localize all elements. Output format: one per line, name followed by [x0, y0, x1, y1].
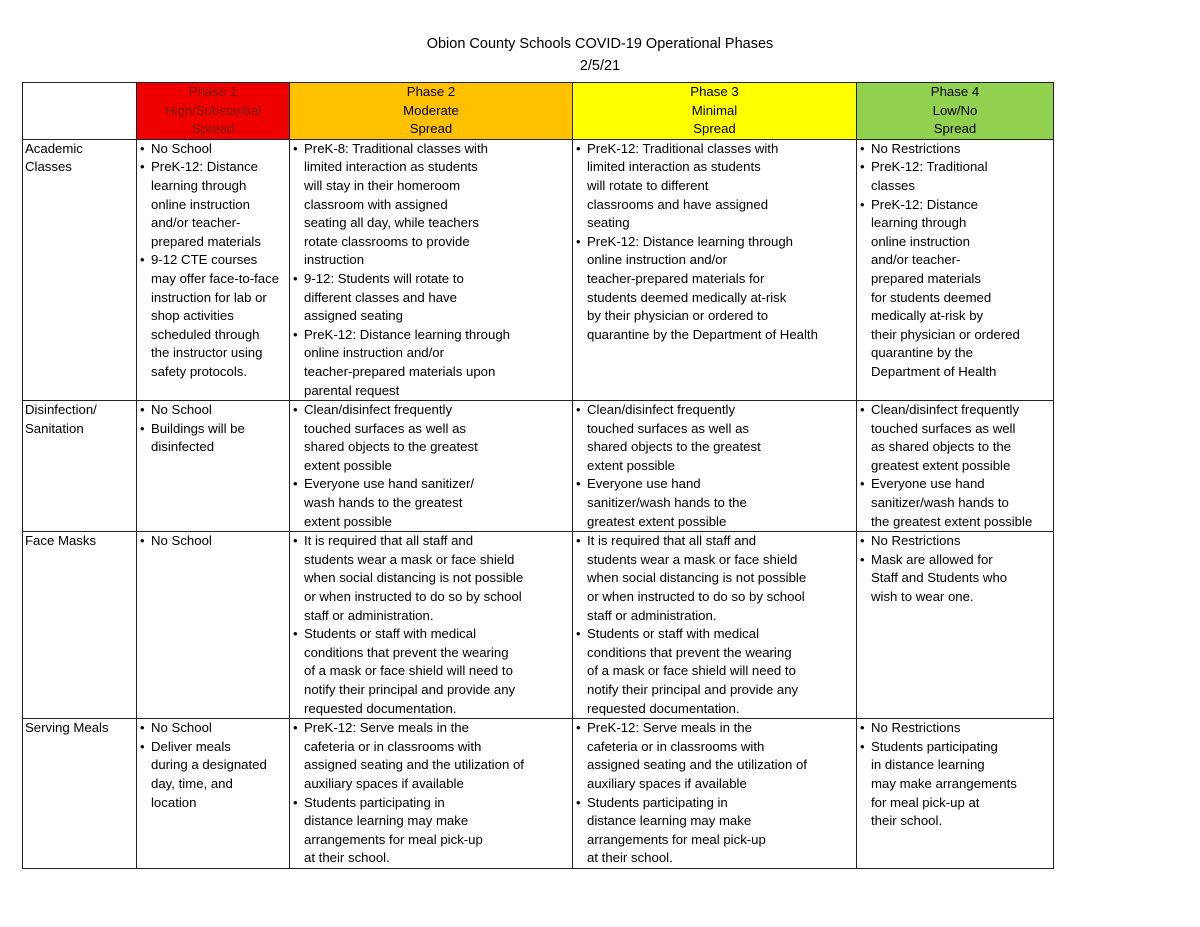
bullet-text-line: requested documentation. — [587, 700, 740, 716]
bullet-text-line: • Clean/disinfect frequently — [871, 402, 1020, 418]
bullet-item — [139, 420, 289, 457]
bullet-text-line: shared objects to the greatest — [304, 439, 478, 455]
bullet-text-line: online instruction — [151, 196, 250, 212]
phase-header-line: Spread — [693, 121, 736, 137]
phase-3-cell — [573, 719, 857, 869]
bullet-text-line: may make arrangements — [871, 775, 1017, 791]
bullet-text-line: • 9-12 CTE courses — [151, 252, 258, 268]
row-label-line: Disinfection/ — [25, 402, 97, 418]
bullet-item — [292, 326, 572, 400]
bullet-list — [292, 140, 572, 400]
bullet-text-line: • PreK-12: Serve meals in the — [304, 720, 469, 736]
bullet-text-line: quarantine by the Department of Health — [587, 326, 818, 342]
bullet-text-line: for students deemed — [871, 289, 992, 305]
bullet-item — [292, 794, 572, 868]
bullet-text-line: greatest extent possible — [871, 457, 1011, 473]
bullet-text-line: instruction for lab or — [151, 289, 267, 305]
bullet-list — [859, 401, 1053, 531]
bullet-text-line: at their school. — [587, 850, 673, 866]
row-label — [23, 401, 137, 532]
bullet-text-line: prepared materials — [871, 270, 981, 286]
bullet-item — [292, 532, 572, 625]
bullet-text-line: • Students or staff with medical — [587, 626, 760, 642]
bullet-item — [859, 140, 1053, 159]
bullet-list — [859, 532, 1053, 606]
operational-phases-table — [22, 82, 1054, 869]
bullet-text-line: • PreK-12: Distance — [151, 159, 259, 175]
header-row — [23, 83, 1054, 140]
bullet-text-line: greatest extent possible — [587, 513, 727, 529]
bullet-text-line: notify their principal and provide any — [587, 682, 799, 697]
bullet-text-line: • PreK-12: Traditional classes with — [587, 140, 779, 156]
bullet-text-line: limited interaction as students — [304, 159, 478, 175]
row-label — [23, 532, 137, 719]
bullet-text-line: classrooms and have assigned — [587, 196, 769, 212]
bullet-text-line: • No School — [151, 140, 212, 156]
bullet-text-line: teacher-prepared materials upon — [304, 363, 496, 379]
bullet-text-line: • PreK-8: Traditional classes with — [304, 140, 488, 156]
row-label-line: Sanitation — [25, 420, 84, 436]
bullet-item — [575, 233, 856, 345]
bullet-text-line: will rotate to different — [587, 177, 709, 193]
phase-header-line: Spread — [409, 121, 453, 137]
document-title: Obion County Schools COVID-19 Operational Phases — [426, 36, 774, 52]
bullet-item — [139, 738, 289, 812]
bullet-text-line: • No School — [151, 720, 212, 736]
bullet-text-line: prepared materials — [151, 233, 261, 249]
bullet-text-line: in distance learning — [871, 757, 985, 773]
bullet-item — [575, 625, 856, 718]
bullet-text-line: at their school. — [304, 850, 390, 866]
bullet-text-line: parental request — [304, 382, 400, 398]
bullet-item — [139, 158, 289, 251]
bullet-text-line: • No School — [151, 402, 212, 418]
bullet-text-line: and/or teacher- — [151, 215, 241, 231]
bullet-item — [859, 738, 1053, 831]
bullet-text-line: their physician or ordered — [871, 326, 1020, 342]
row-label-line: Academic — [25, 140, 83, 156]
bullet-item — [859, 551, 1053, 607]
bullet-text-line: shop activities — [151, 308, 234, 324]
bullet-text-line: when social distancing is not possible — [587, 570, 807, 586]
bullet-list — [139, 401, 289, 457]
bullet-list — [139, 532, 289, 551]
row-label — [23, 719, 137, 869]
phase-1-cell — [137, 139, 290, 400]
bullet-text-line: • No Restrictions — [871, 533, 961, 549]
bullet-text-line: online instruction and/or — [587, 252, 728, 268]
row-label-line: Serving Meals — [25, 720, 109, 736]
bullet-text-line: online instruction and/or — [304, 345, 445, 361]
phase-header-line: Phase 1 — [188, 84, 238, 99]
bullet-item — [859, 719, 1053, 738]
bullet-text-line: distance learning may make — [304, 813, 469, 829]
bullet-text-line: requested documentation. — [304, 700, 457, 716]
phase-3-cell — [573, 401, 857, 532]
bullet-item — [292, 270, 572, 326]
phase-header-line: High/Substantial — [164, 102, 262, 118]
bullet-text-line: assigned seating — [304, 308, 403, 324]
phase-header-line: Low/No — [932, 102, 978, 118]
bullet-text-line: and/or teacher- — [871, 252, 961, 268]
phase-header-line: Phase 3 — [690, 84, 739, 99]
bullet-text-line: or when instructed to do so by school — [587, 589, 805, 605]
bullet-text-line: as shared objects to the — [871, 439, 1012, 455]
bullet-text-line: Department of Health — [871, 363, 997, 379]
bullet-text-line: conditions that prevent the wearing — [304, 644, 509, 660]
phase-2-cell — [290, 719, 573, 869]
bullet-item — [292, 140, 572, 270]
bullet-list — [859, 719, 1053, 831]
bullet-text-line: the greatest extent possible — [871, 513, 1033, 529]
bullet-text-line: • It is required that all staff and — [587, 533, 757, 549]
bullet-text-line: may offer face-to-face — [151, 270, 280, 286]
phase-1-cell — [137, 719, 290, 869]
bullet-text-line: students wear a mask or face shield — [304, 551, 515, 567]
bullet-text-line: • PreK-12: Serve meals in the — [587, 720, 752, 736]
bullet-text-line: wash hands to the greatest — [304, 495, 463, 511]
disinfection-sanitation-row — [23, 401, 1054, 532]
bullet-list — [575, 140, 856, 345]
phase-header-line: Spread — [191, 121, 235, 137]
bullet-text-line: distance learning may make — [587, 813, 752, 829]
bullet-text-line: online instruction — [871, 233, 970, 249]
serving-meals-row — [23, 719, 1054, 869]
bullet-list — [139, 140, 289, 382]
bullet-text-line: during a designated — [151, 757, 267, 773]
bullet-item — [859, 532, 1053, 551]
bullet-text-line: • PreK-12: Distance — [871, 196, 979, 212]
bullet-text-line: • Clean/disinfect frequently — [304, 402, 453, 418]
bullet-item — [575, 794, 856, 868]
bullet-item — [292, 475, 572, 531]
bullet-text-line: extent possible — [304, 513, 392, 529]
bullet-item — [139, 140, 289, 159]
bullet-text-line: quarantine by the — [871, 345, 973, 361]
bullet-text-line: classroom with assigned — [304, 196, 448, 212]
bullet-text-line: staff or administration. — [587, 607, 717, 623]
row-label-line: Classes — [25, 159, 72, 175]
bullet-text-line: learning through — [871, 215, 967, 231]
bullet-list — [292, 401, 572, 531]
phase-4-cell — [857, 139, 1054, 400]
phase-1-cell — [137, 532, 290, 719]
bullet-text-line: location — [151, 794, 197, 810]
phase-1-cell — [137, 401, 290, 532]
bullet-text-line: safety protocols. — [151, 363, 248, 379]
phase-header-line: Phase 2 — [406, 84, 456, 99]
bullet-text-line: assigned seating and the utilization of — [304, 757, 524, 773]
bullet-text-line: assigned seating and the utilization of — [587, 757, 807, 773]
bullet-item — [575, 719, 856, 793]
bullet-list — [292, 532, 572, 718]
bullet-list — [859, 140, 1053, 382]
bullet-item — [575, 532, 856, 625]
bullet-text-line: staff or administration. — [304, 607, 434, 623]
bullet-text-line: arrangements for meal pick-up — [587, 831, 766, 847]
bullet-text-line: disinfected — [151, 439, 215, 455]
bullet-item — [575, 475, 856, 531]
row-label — [23, 139, 137, 400]
bullet-text-line: classes — [871, 177, 915, 193]
bullet-text-line: or when instructed to do so by school — [304, 589, 522, 605]
bullet-text-line: wish to wear one. — [871, 589, 974, 605]
bullet-text-line: • Students participating — [871, 738, 998, 754]
bullet-text-line: when social distancing is not possible — [304, 570, 524, 586]
phase-4-cell — [857, 532, 1054, 719]
bullet-text-line: the instructor using — [151, 345, 263, 361]
bullet-item — [859, 401, 1053, 475]
bullet-text-line: limited interaction as students — [587, 159, 761, 175]
bullet-item — [575, 140, 856, 233]
bullet-list — [139, 719, 289, 812]
bullet-text-line: touched surfaces as well as — [587, 420, 749, 436]
bullet-text-line: will stay in their homeroom — [304, 177, 461, 193]
bullet-text-line: • Students or staff with medical — [304, 626, 477, 642]
face-masks-row — [23, 532, 1054, 719]
bullet-item — [859, 196, 1053, 382]
phase-2-header — [290, 83, 573, 140]
bullet-list — [575, 532, 856, 718]
bullet-text-line: sanitizer/wash hands to the — [587, 495, 747, 511]
bullet-text-line: • Everyone use hand — [587, 476, 701, 492]
bullet-item — [139, 532, 289, 551]
bullet-text-line: scheduled through — [151, 326, 260, 342]
bullet-text-line: arrangements for meal pick-up — [304, 831, 483, 847]
bullet-text-line: of a mask or face shield will need to — [587, 663, 796, 679]
bullet-text-line: • PreK-12: Traditional — [871, 159, 988, 175]
bullet-item — [292, 401, 572, 475]
bullet-text-line: seating — [587, 215, 630, 231]
bullet-text-line: • Deliver meals — [151, 738, 231, 754]
bullet-text-line: notify their principal and provide any — [304, 682, 516, 697]
bullet-item — [292, 719, 572, 793]
bullet-text-line: of a mask or face shield will need to — [304, 663, 513, 679]
bullet-text-line: extent possible — [304, 457, 392, 473]
bullet-text-line: • No Restrictions — [871, 140, 961, 156]
bullet-list — [575, 401, 856, 531]
bullet-text-line: rotate classrooms to provide — [304, 233, 470, 249]
bullet-text-line: touched surfaces as well — [871, 420, 1016, 436]
document-date: 2/5/21 — [579, 58, 621, 74]
phase-3-cell — [573, 139, 857, 400]
bullet-text-line: sanitizer/wash hands to — [871, 495, 1009, 511]
bullet-text-line: • PreK-12: Distance learning through — [304, 326, 510, 342]
bullet-text-line: • PreK-12: Distance learning through — [587, 233, 793, 249]
bullet-text-line: • Students participating in — [587, 794, 728, 810]
phase-3-cell — [573, 532, 857, 719]
bullet-text-line: • No School — [151, 533, 212, 549]
corner-cell — [23, 83, 137, 140]
phase-1-header — [137, 83, 290, 140]
phase-header-line: Minimal — [691, 102, 738, 118]
bullet-text-line: seating all day, while teachers — [304, 215, 479, 231]
bullet-text-line: • Everyone use hand — [871, 476, 985, 492]
phase-2-cell — [290, 401, 573, 532]
bullet-text-line: conditions that prevent the wearing — [587, 644, 792, 660]
phase-2-cell — [290, 139, 573, 400]
bullet-item — [859, 158, 1053, 195]
bullet-item — [292, 625, 572, 718]
phase-4-header — [857, 83, 1054, 140]
bullet-text-line: • Everyone use hand sanitizer/ — [304, 476, 475, 492]
bullet-text-line: auxiliary spaces if available — [304, 775, 464, 791]
bullet-text-line: extent possible — [587, 457, 675, 473]
bullet-text-line: for meal pick-up at — [871, 794, 980, 810]
bullet-item — [139, 251, 289, 381]
bullet-text-line: • Buildings will be — [151, 420, 245, 436]
phase-header-line: Spread — [933, 121, 977, 137]
bullet-text-line: students deemed medically at-risk — [587, 289, 787, 305]
bullet-text-line: shared objects to the greatest — [587, 439, 761, 455]
bullet-text-line: day, time, and — [151, 775, 233, 791]
bullet-text-line: teacher-prepared materials for — [587, 270, 765, 286]
row-label-line: Face Masks — [25, 533, 97, 549]
bullet-item — [859, 475, 1053, 531]
phase-2-cell — [290, 532, 573, 719]
phase-header-line: Phase 4 — [930, 84, 980, 99]
bullet-list — [292, 719, 572, 868]
bullet-text-line: medically at-risk by — [871, 308, 984, 324]
bullet-item — [139, 719, 289, 738]
bullet-text-line: • Students participating in — [304, 794, 445, 810]
bullet-text-line: different classes and have — [304, 289, 457, 305]
bullet-item — [139, 401, 289, 420]
bullet-text-line: instruction — [304, 252, 365, 268]
bullet-text-line: Staff and Students who — [871, 570, 1008, 586]
bullet-text-line: • Clean/disinfect frequently — [587, 402, 736, 418]
phase-4-cell — [857, 719, 1054, 869]
bullet-text-line: • It is required that all staff and — [304, 533, 474, 549]
bullet-text-line: students wear a mask or face shield — [587, 551, 798, 567]
bullet-text-line: cafeteria or in classrooms with — [587, 738, 765, 754]
bullet-text-line: auxiliary spaces if available — [587, 775, 747, 791]
phase-header-line: Moderate — [403, 102, 459, 118]
bullet-item — [575, 401, 856, 475]
bullet-text-line: learning through — [151, 177, 247, 193]
bullet-text-line: • No Restrictions — [871, 720, 961, 736]
academic-classes-row — [23, 139, 1054, 400]
bullet-text-line: • Mask are allowed for — [871, 551, 993, 567]
bullet-text-line: their school. — [871, 813, 943, 829]
phase-4-cell — [857, 401, 1054, 532]
bullet-text-line: cafeteria or in classrooms with — [304, 738, 482, 754]
bullet-text-line: touched surfaces as well as — [304, 420, 466, 436]
bullet-list — [575, 719, 856, 868]
bullet-text-line: by their physician or ordered to — [587, 308, 769, 324]
phase-3-header — [573, 83, 857, 140]
bullet-text-line: • 9-12: Students will rotate to — [304, 270, 464, 286]
